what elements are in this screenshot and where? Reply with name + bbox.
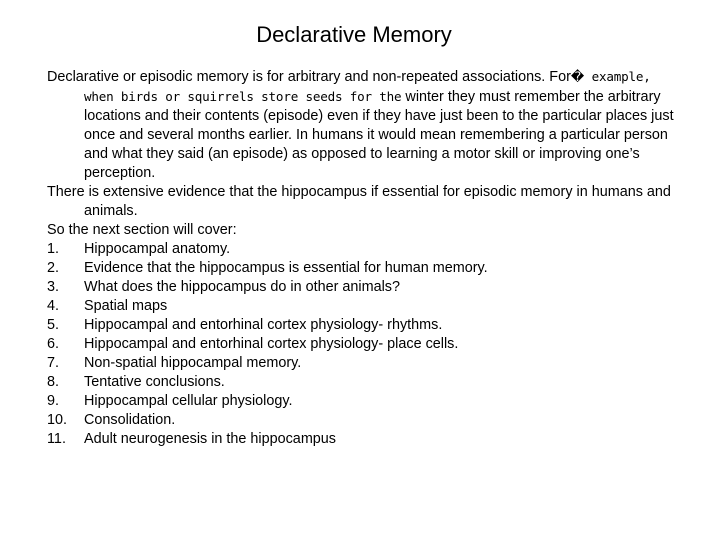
list-item	[47, 335, 677, 354]
list-item-number: 6.	[47, 336, 60, 352]
list-item-number: 11.	[47, 431, 66, 447]
list-item-number: 5.	[47, 317, 60, 333]
list-item-text: Hippocampal cellular physiology.	[84, 393, 293, 409]
list-item-text: Hippocampal anatomy.	[84, 241, 231, 257]
list-item-number: 4.	[47, 298, 60, 314]
list-item-text: Evidence that the hippocampus is essential for human memory.	[84, 260, 488, 276]
slide-title: Declarative Memory	[256, 22, 452, 47]
list-item-text: What does the hippocampus do in other animals?	[84, 279, 400, 295]
slide-body	[47, 67, 677, 449]
list-item	[47, 259, 677, 278]
paragraph-declarative-memory	[47, 67, 677, 183]
list-item-number: 8.	[47, 374, 60, 390]
list-item-number: 10.	[47, 412, 68, 428]
list-item	[47, 297, 677, 316]
list-item-number: 9.	[47, 393, 60, 409]
replacement-glyph: �	[570, 69, 585, 84]
list-item-number: 2.	[47, 260, 60, 276]
list-item	[47, 240, 677, 259]
list-item-number: 3.	[47, 279, 60, 295]
list-item-text: Adult neurogenesis in the hippocampus	[84, 431, 337, 447]
list-item	[47, 278, 677, 297]
list-item-number: 7.	[47, 355, 60, 371]
list-item-text: Spatial maps	[84, 298, 168, 314]
list-item	[47, 392, 677, 411]
list-item-text: Hippocampal and entorhinal cortex physiology- rhythms.	[84, 317, 443, 333]
paragraph-text: Declarative or episodic memory is for arbitrary and non-repeated associations. For	[47, 69, 571, 85]
list-item-text: Consolidation.	[84, 412, 176, 428]
list-item-text: Tentative conclusions.	[84, 374, 225, 390]
list-item	[47, 411, 677, 430]
paragraph-hippocampus-evidence: There is extensive evidence that the hippocampus if essential for episodic memory in humans and animals.	[47, 184, 671, 219]
paragraph-text-continued: winter they must remember the arbitrary locations and their contents (episode) even if they have just been to the particular places just once and several months earlier. In humans it would mean remembering a particular person and what they said (an episode) as opposed to learning a motor skill or improving one’s perception.	[84, 89, 674, 181]
list-item-text: Non-spatial hippocampal memory.	[84, 355, 302, 371]
list-item	[47, 316, 677, 335]
paragraph-mono-text: example, when birds or squirrels store seeds for the	[84, 69, 651, 104]
paragraph-next-section: So the next section will cover:	[47, 222, 237, 238]
list-item	[47, 373, 677, 392]
list-item-text: Hippocampal and entorhinal cortex physiology- place cells.	[84, 336, 459, 352]
list-item	[47, 430, 677, 449]
list-item-number: 1.	[47, 241, 60, 257]
sections-list	[47, 240, 677, 449]
list-item	[47, 354, 677, 373]
